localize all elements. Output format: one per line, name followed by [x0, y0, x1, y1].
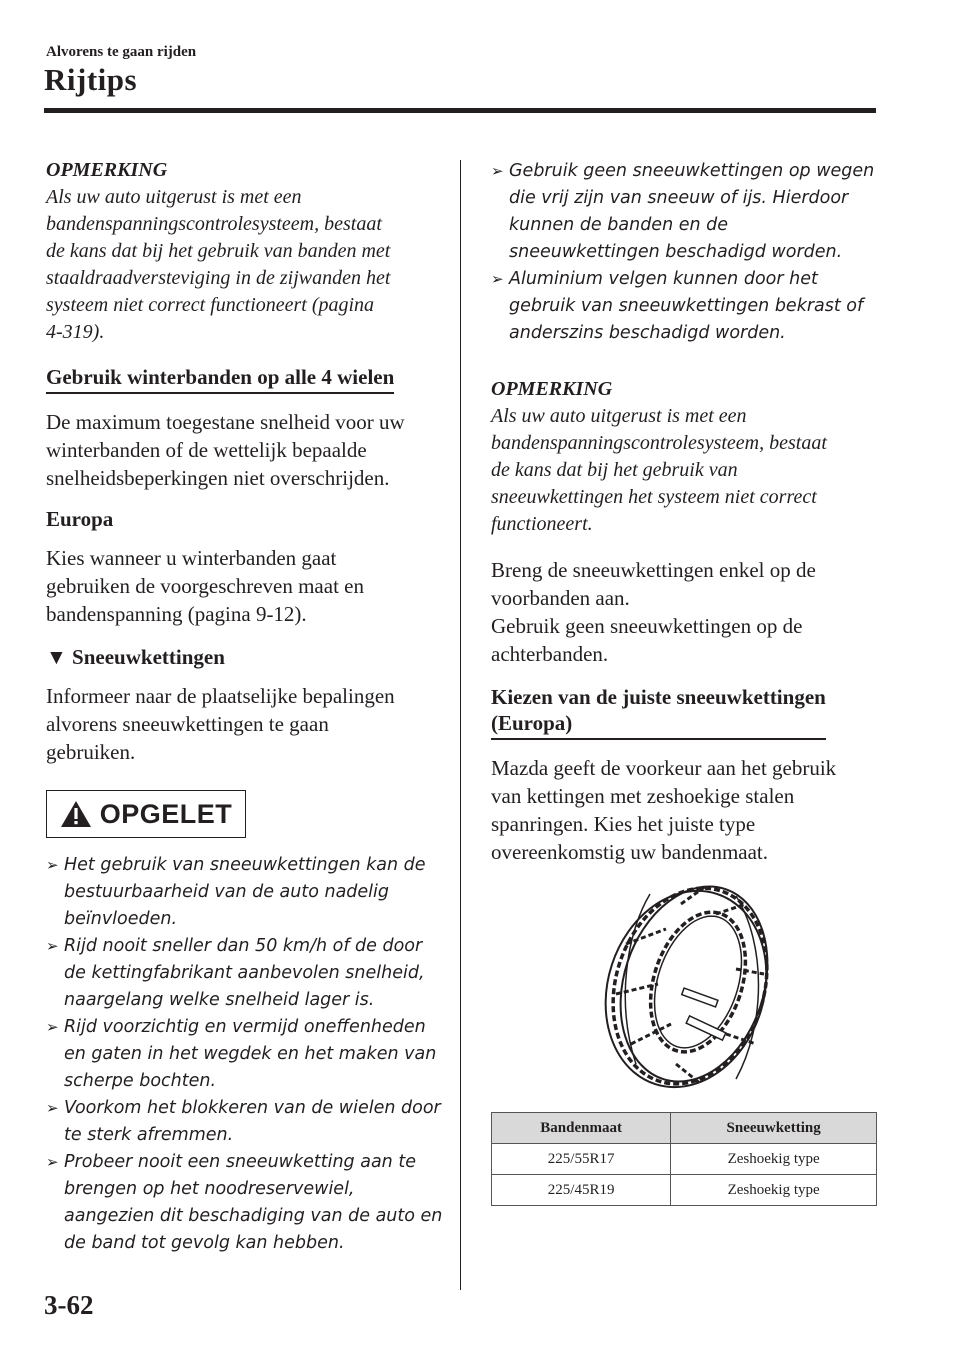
left-column — [46, 158, 446, 1257]
note-text: Als uw auto uitgerust is met een bandenspanningscontrolesysteem, bestaat de kans dat bij het gebruik van sneeuwkettingen het systeem niet correct functioneert. — [491, 405, 827, 535]
note-text: Als uw auto uitgerust is met een bandenspanningscontrolesysteem, bestaat de kans dat bij het gebruik van banden met staaldraadversteviging in de zijwanden het systeem niet correct functioneert (pagina 4-319). — [46, 186, 391, 343]
list-item — [46, 933, 446, 1014]
list-item — [491, 158, 881, 266]
page-title: Rijtips — [44, 62, 138, 97]
header-rule — [44, 108, 876, 113]
list-item — [46, 1095, 446, 1149]
paragraph-europe: Kies wanneer u winterbanden gaat gebruiken de voorgeschreven maat en bandenspanning (pagina 9-12). — [46, 546, 364, 626]
heading-snow-chains-text: Sneeuwkettingen — [72, 645, 225, 669]
list-item-text: Rijd voorzichtig en vermijd oneffenheden en gaten in het wegdek en het maken van scherpe bochten. — [64, 1017, 437, 1091]
caution-label: OPGELET — [99, 798, 233, 829]
list-item-text: Gebruik geen sneeuwkettingen op wegen die vrij zijn van sneeuw of ijs. Hierdoor kunnen de banden en de sneeuwkettingen beschadigd worden. — [509, 161, 875, 262]
table-row — [492, 1175, 877, 1206]
section-heading-winter-tires: Gebruik winterbanden op alle 4 wielen — [46, 364, 394, 394]
table-cell: 225/45R19 — [492, 1175, 671, 1206]
list-item — [46, 852, 446, 933]
arrow-bullet-icon: ➢ — [491, 162, 504, 180]
list-item-text: Probeer nooit een sneeuwketting aan te brengen op het noodreservewiel, aangezien dit beschadiging van de auto en de band tot gevolg kan hebben. — [64, 1152, 443, 1253]
arrow-bullet-icon: ➢ — [491, 270, 504, 288]
table-cell: 225/55R17 — [492, 1144, 671, 1175]
table-cell: Zeshoekig type — [671, 1144, 877, 1175]
note-heading: OPMERKING — [491, 378, 613, 400]
caution-list-continued — [491, 158, 881, 347]
list-item — [491, 266, 881, 347]
note-heading: OPMERKING — [46, 159, 168, 181]
arrow-bullet-icon: ➢ — [46, 1153, 59, 1171]
section-heading-choose-chains: Kiezen van de juiste sneeuwkettingen (Europa) — [491, 684, 826, 740]
list-item — [46, 1149, 446, 1257]
arrow-bullet-icon: ➢ — [46, 1099, 59, 1117]
list-item-text: Aluminium velgen kunnen door het gebruik van sneeuwkettingen bekrast of anderszins beschadigd worden. — [509, 269, 864, 343]
arrow-bullet-icon: ➢ — [46, 856, 59, 874]
snow-chain-illustration — [586, 874, 786, 1094]
arrow-bullet-icon: ➢ — [46, 937, 59, 955]
list-item-text: Voorkom het blokkeren van de wielen door te sterk afremmen. — [64, 1098, 441, 1145]
paragraph-front-tires: Breng de sneeuwkettingen enkel op de voorbanden aan. Gebruik geen sneeuwkettingen op de achterbanden. — [491, 558, 816, 666]
page-number: 3-62 — [44, 1290, 94, 1320]
tire-chain-table — [491, 1112, 877, 1206]
caution-box — [46, 790, 246, 838]
arrow-bullet-icon: ➢ — [46, 1018, 59, 1036]
table-cell: Zeshoekig type — [671, 1175, 877, 1206]
paragraph-regulations: Informeer naar de plaatselijke bepalingen alvorens sneeuwkettingen te gaan gebruiken. — [46, 684, 395, 764]
table-header-row — [492, 1113, 877, 1144]
triangle-down-icon: ▼ — [46, 645, 67, 669]
list-item-text: Rijd nooit sneller dan 50 km/h of de door de kettingfabrikant aanbevolen snelheid, naargelang welke snelheid lager is. — [64, 936, 425, 1010]
heading-snow-chains — [46, 644, 446, 670]
table-header-cell: Bandenmaat — [492, 1113, 671, 1144]
paragraph-speed-limit: De maximum toegestane snelheid voor uw winterbanden of de wettelijk bepaalde snelheidsbeperkingen niet overschrijden. — [46, 410, 405, 490]
header-kicker: Alvorens te gaan rijden — [46, 44, 197, 60]
column-divider — [460, 160, 461, 1290]
warning-triangle-icon — [60, 800, 92, 828]
table-header-cell: Sneeuwketting — [671, 1113, 877, 1144]
subheading-europe: Europa — [46, 507, 114, 531]
table-row — [492, 1144, 877, 1175]
caution-list — [46, 852, 446, 1257]
list-item — [46, 1014, 446, 1095]
right-column — [491, 158, 881, 1206]
paragraph-mazda-preference: Mazda geeft de voorkeur aan het gebruik van kettingen met zeshoekige stalen spanringen. Kies het juiste type overeenkomstig uw bandenmaat. — [491, 756, 837, 864]
list-item-text: Het gebruik van sneeuwkettingen kan de bestuurbaarheid van de auto nadelig beïnvloeden. — [64, 855, 426, 929]
